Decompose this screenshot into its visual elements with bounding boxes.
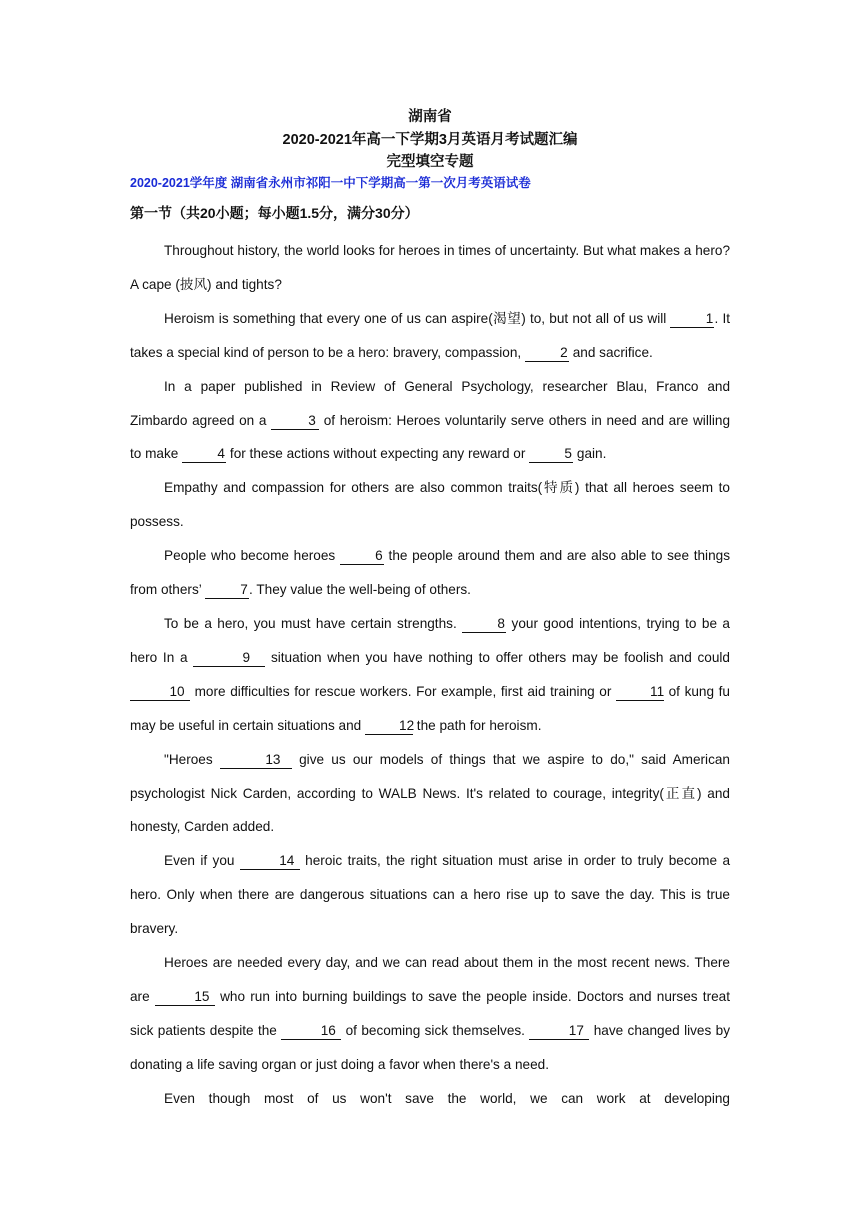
paragraph-text: more difficulties for rescue workers. For example, first aid training or	[190, 683, 617, 699]
province-title: 湖南省	[408, 109, 452, 125]
paragraph-text: In a paper published in Review of General Psychology, researcher Blau, Franco and Zimbardo agreed on a	[130, 378, 730, 428]
paragraph-text: the people around them and are also able to see things from others’	[130, 548, 730, 598]
cloze-passage	[130, 234, 730, 1116]
paragraph-text: Even if you	[164, 853, 240, 869]
paragraph-text: To be a hero, you must have certain strengths.	[164, 615, 463, 631]
paragraph-text: of kung fu may be useful in certain situations and	[130, 683, 730, 733]
paragraph-text: Heroism is something that every one of us can aspire(渴望) to, but not all of us will	[164, 310, 671, 326]
paragraph-2	[130, 302, 730, 370]
paragraph-1: Throughout history, the world looks for heroes in times of uncertainty. But what makes a hero? A cape (披风) and tights?	[130, 243, 730, 292]
paragraph-text: give us our models of things that we aspire to do," said American psychologist Nick Carden, according to WALB News. It's related to courage, integrity(正直) and honesty, Carden added.	[130, 751, 730, 835]
paragraph-8	[130, 844, 730, 946]
blank-14[interactable]: 14	[240, 853, 300, 870]
paragraph-text: People who become heroes	[164, 548, 340, 564]
paragraph-text: Heroes are needed every day, and we can read about them in the most recent news. There are	[130, 955, 730, 1004]
paragraph-4: Empathy and compassion for others are also common traits(特质) that all heroes seem to possess.	[130, 480, 730, 530]
blank-6[interactable]: 6	[340, 548, 384, 565]
paragraph-text: . They value the well-being of others.	[249, 582, 471, 598]
section-heading: 第一节（共20小题；每小题1.5分，满分30分）	[130, 205, 419, 221]
blank-1[interactable]: 1	[670, 311, 714, 328]
paragraph-text: gain.	[573, 446, 607, 462]
blank-13[interactable]: 13	[220, 752, 292, 769]
topic-title: 完型填空专题	[386, 154, 474, 170]
paragraph-text: heroic traits, the right situation must arise in order to truly become a hero. Only when there are dangerous situations can a hero rise up to save the day. This is true bravery.	[130, 853, 730, 937]
blank-17[interactable]: 17	[529, 1023, 589, 1040]
paragraph-text: of becoming sick themselves.	[341, 1022, 530, 1038]
paragraph-text: and sacrifice.	[568, 344, 653, 360]
blank-12[interactable]: 12	[365, 718, 413, 735]
blank-5[interactable]: 5	[529, 446, 573, 463]
paragraph-text: situation when you have nothing to offer others may be foolish and could	[265, 649, 730, 665]
blank-3[interactable]: 3	[271, 413, 319, 430]
blank-16[interactable]: 16	[281, 1023, 341, 1040]
blank-9[interactable]: 9	[193, 650, 265, 667]
paragraph-3	[130, 370, 730, 472]
paragraph-text: who run into burning buildings to save the people inside. Doctors and nurses treat sick patients despite the	[130, 988, 730, 1038]
blank-8[interactable]: 8	[462, 616, 506, 633]
blank-10[interactable]: 10	[130, 684, 190, 701]
paragraph-text: "Heroes	[164, 751, 220, 767]
paragraph-text: have changed lives by donating a life saving organ or just doing a favor when there's a need.	[130, 1022, 730, 1072]
paragraph-5	[130, 539, 730, 607]
paragraph-9	[130, 946, 730, 1082]
blank-4[interactable]: 4	[182, 446, 226, 463]
blank-2[interactable]: 2	[525, 345, 569, 362]
blank-7[interactable]: 7	[205, 582, 249, 599]
paragraph-text: your good intentions, trying to be a hero In a	[130, 615, 730, 665]
blank-11[interactable]: 11	[616, 684, 664, 701]
paragraph-text: the path for heroism.	[413, 717, 542, 733]
blank-15[interactable]: 15	[155, 989, 215, 1006]
paragraph-6	[130, 607, 730, 743]
paragraph-10: Even though most of us won't save the world, we can work at developing	[164, 1090, 730, 1106]
collection-title: 2020-2021年高一下学期3月英语月考试题汇编	[282, 132, 578, 148]
paragraph-text: of heroism: Heroes voluntarily serve others in need and are willing to make	[130, 412, 731, 462]
paragraph-7	[130, 743, 730, 845]
paragraph-text: . It takes a special kind of person to be a hero: bravery, compassion,	[130, 310, 731, 360]
exam-source-heading: 2020-2021学年度 湖南省永州市祁阳一中下学期高一第一次月考英语试卷	[130, 176, 531, 190]
paragraph-text: for these actions without expecting any reward or	[226, 446, 530, 462]
